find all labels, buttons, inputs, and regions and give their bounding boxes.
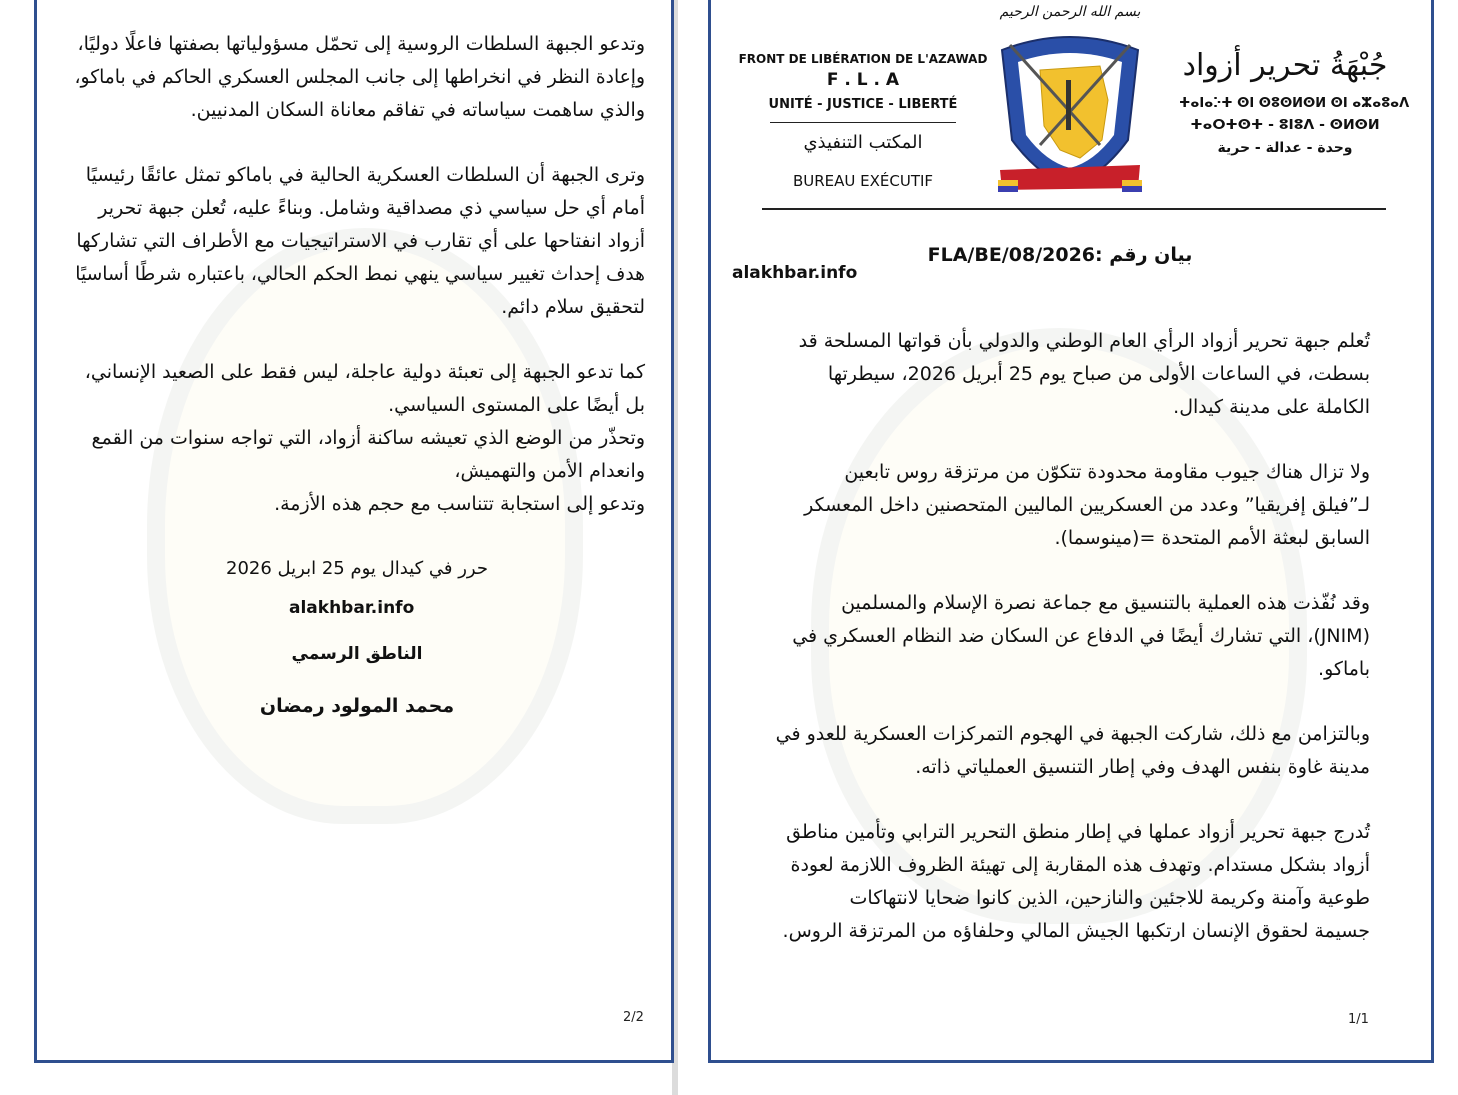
paragraph [75, 28, 645, 127]
text-line: مدينة غاوة بنفس الهدف وفي إطار التنسيق العملياتي ذاته. [915, 756, 1370, 778]
document-page-2 [34, 0, 674, 1063]
text-line: بل أيضًا على المستوى السياسي. [388, 394, 645, 416]
org-name-ar [1170, 48, 1400, 83]
org-name-fr-text: FRONT DE LIBÉRATION DE L'AZAWAD [738, 52, 988, 66]
text-line: وانعدام الأمن والتهميش، [454, 460, 645, 482]
site-watermark: alakhbar.info [732, 263, 858, 283]
text-line: لتحقيق سلام دائم. [501, 296, 645, 318]
paragraph [755, 718, 1370, 784]
motto-fr-text: UNITÉ - JUSTICE - LIBERTÉ [768, 97, 958, 112]
page2-body [75, 28, 645, 553]
motto-ar-text: وحدة - عدالة - حرية [1217, 140, 1353, 156]
text-line: وقد نُفّذت هذه العملية بالتنسيق مع جماعة نصرة الإسلام والمسلمين [841, 592, 1370, 614]
paragraph [755, 816, 1370, 948]
statement-number [900, 244, 1220, 266]
text-line: وتدعو الجبهة السلطات الروسية إلى تحمّل مسؤولياتها بصفتها فاعلًا دوليًا، [77, 33, 645, 55]
paragraph [755, 456, 1370, 555]
text-line: هدف إحداث تغيير سياسي ينهي نمط الحكم الحالي، باعتباره شرطًا أساسيًا [75, 263, 645, 285]
page-number: 2/2 [623, 1010, 644, 1025]
text-line: ولا تزال هناك جيوب مقاومة محدودة تتكوّن من مرتزقة روس تابعين [844, 461, 1370, 483]
motto-fr [738, 97, 988, 112]
text-line: بسطت، في الساعات الأولى من صباح يوم 25 أبريل 2026، سيطرتها [827, 363, 1370, 385]
paragraph [755, 325, 1370, 424]
office-ar-text: المكتب التنفيذي [803, 132, 923, 153]
text-line: السابق لبعثة الأمم المتحدة =(مينوسما). [1054, 527, 1370, 549]
text-line: وإعادة النظر في انخراطها إلى جانب المجلس العسكري الحاكم في باماكو، [74, 66, 646, 88]
text-line: وتدعو إلى استجابة تتناسب مع حجم هذه الأزمة. [274, 493, 645, 515]
text-line: أمام أي حل سياسي ذي مصداقية وشامل. وبناءً عليه، تُعلن جبهة تحرير [98, 197, 645, 219]
text-line: وتحذّر من الوضع الذي تعيشه ساكنة أزواد، التي تواجه سنوات من القمع [91, 427, 645, 449]
org-name-fr [738, 52, 988, 66]
org-abbr [738, 70, 988, 90]
text-line: أزواد بشكل مستدام. وتهدف هذه المقاربة إلى تهيئة الظروف اللازمة لعودة [790, 854, 1370, 876]
basmala [980, 4, 1160, 20]
text-line: وبالتزامن مع ذلك، شاركت الجبهة في الهجوم التمركزات العسكرية للعدو في [775, 723, 1370, 745]
text-line: الكاملة على مدينة كيدال. [1173, 396, 1370, 418]
office-ar [738, 132, 988, 153]
text-line: تُدرج جبهة تحرير أزواد عملها في إطار منطق التحرير الترابي وتأمين مناطق [786, 821, 1370, 843]
text-line: لـ”فيلق إفريقيا” وعدد من العسكريين الماليين المتحصنين داخل المعسكر [804, 494, 1370, 516]
spokesman-name [227, 695, 487, 717]
page1-body [755, 325, 1370, 980]
page-number: 1/1 [1348, 1012, 1369, 1027]
text-line: جسيمة لحقوق الإنسان ارتكبها الجيش المالي وحلفاؤه من المرتزقة الروس. [782, 920, 1370, 942]
paragraph [75, 159, 645, 324]
basmala-text: بسم الله الرحمن الرحيم [999, 4, 1141, 20]
dateline-text: حرر في كيدال يوم 25 ابريل 2026 [226, 558, 488, 579]
text-line: باماكو. [1318, 658, 1370, 680]
office-fr [738, 172, 988, 190]
header-divider [770, 122, 956, 123]
spokesman-title-text: الناطق الرسمي [291, 644, 423, 664]
spokesman-name-text: محمد المولود رمضان [259, 695, 455, 717]
text-line: طوعية وآمنة وكريمة للاجئين والنازحين، الذين كانوا ضحايا لانتهاكات [849, 887, 1370, 909]
text-line: (JNIM)، التي تشارك أيضًا في الدفاع عن السكان ضد النظام العسكري في [792, 625, 1370, 647]
paragraph [755, 587, 1370, 686]
org-name-ar-text: جُبْهَةُ تحرير أزواد [1182, 48, 1388, 83]
motto-tifinagh-text: ⵜⴰⵔⵜⵙⵜ - ⵓⵏⵓⴷ - ⵙⵍⵙⵍ [1190, 117, 1380, 133]
motto-ar [1170, 139, 1400, 157]
statement-number-text: بيان رقم :2026/FLA/BE/08 [927, 244, 1193, 266]
org-name-tifinagh [1170, 94, 1410, 112]
site-watermark: alakhbar.info [289, 598, 415, 618]
org-abbr-text: F . L . A [826, 70, 900, 90]
dateline [217, 558, 497, 579]
text-line: كما تدعو الجبهة إلى تعبئة دولية عاجلة، ليس فقط على الصعيد الإنساني، [84, 361, 645, 383]
text-line: تُعلم جبهة تحرير أزواد الرأي العام الوطني والدولي بأن قواتها المسلحة قد [798, 330, 1370, 352]
text-line: وترى الجبهة أن السلطات العسكرية الحالية في باماكو تمثل عائقًا رئيسيًا [85, 164, 645, 186]
paragraph [75, 356, 645, 521]
org-name-tifinagh-text: ⵜⴰⵏⴰⴾⵜ ⵙⵏ ⵙⵓⵙⵍⵙⵍ ⵙⵏ ⴰⵣⴰⵓⴰⴷ [1179, 95, 1410, 111]
spokesman-title [257, 644, 457, 664]
office-fr-text: BUREAU EXÉCUTIF [792, 172, 934, 190]
fla-logo [990, 30, 1150, 195]
header-rule [762, 208, 1386, 210]
motto-tifinagh [1170, 116, 1400, 134]
text-line: أزواد انفتاحها على أي تقارب في الاستراتيجيات مع الأطراف التي تشاركها [76, 230, 645, 252]
text-line: والذي ساهمت سياساته في تفاقم معاناة السكان المدنيين. [190, 99, 645, 121]
